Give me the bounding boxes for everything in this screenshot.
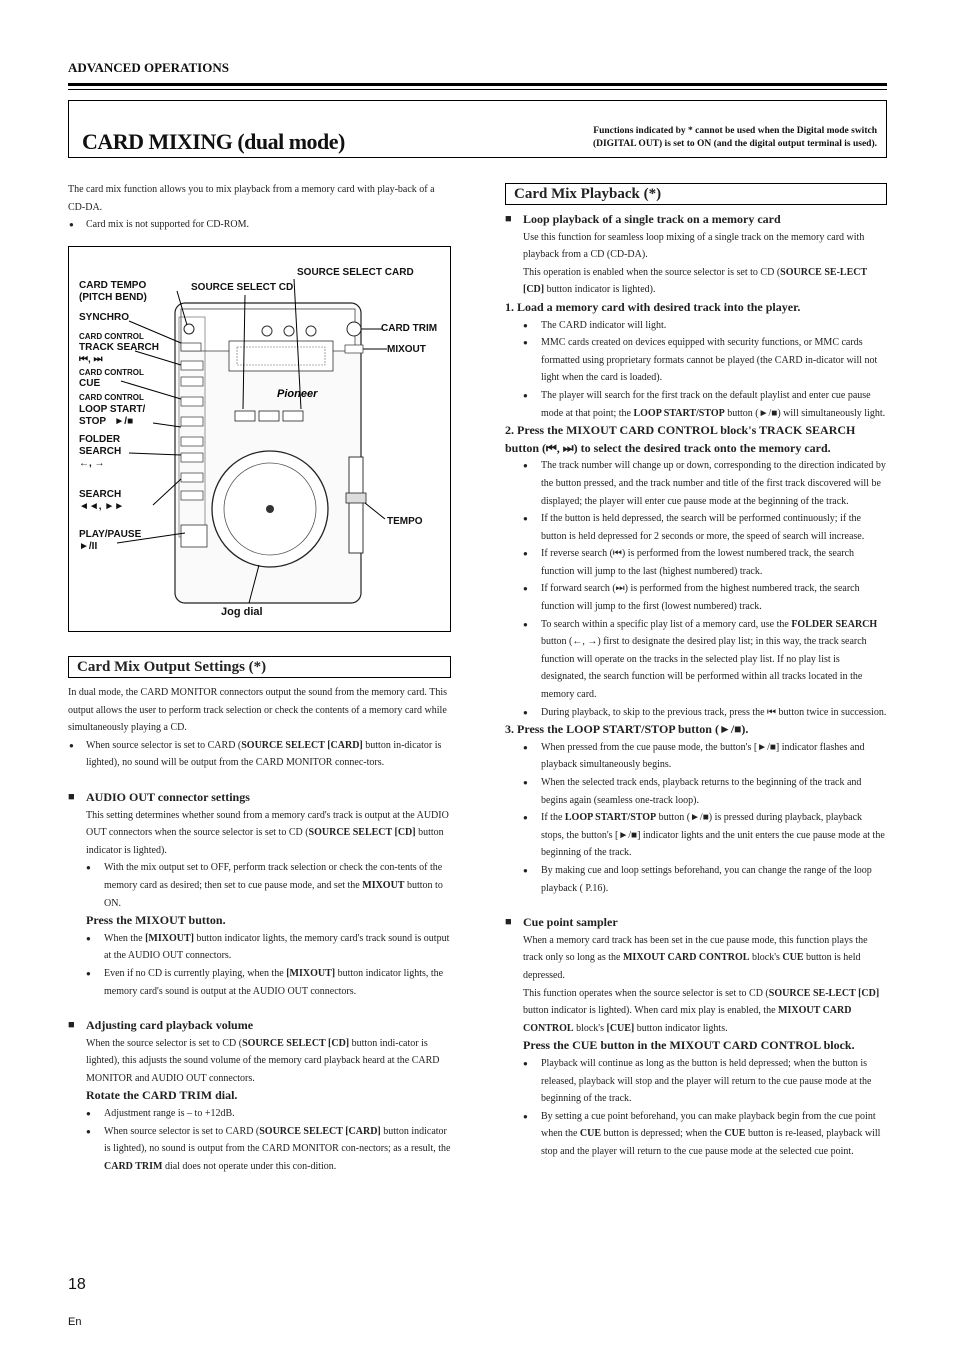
- step3-bullet-3: [505, 809, 887, 862]
- step1-bullet-2: ● MMC cards created on devices equipped with security functions, or MMC cards formatted using proprietary formats cannot be played (the CARD in-dicator will not light when the card is loaded).: [505, 334, 887, 387]
- text-bold: LOOP START/STOP: [633, 407, 725, 419]
- header-rule-thick: [68, 83, 887, 86]
- text: dial does not operate under this con-dition.: [162, 1160, 337, 1172]
- text: button is re-leased, playback will stop and the player will return to the cue pause mode at the selected cue point.: [541, 1128, 881, 1157]
- cue-paragraph-1: [505, 932, 887, 985]
- text: button is held depressed.: [523, 952, 861, 981]
- label-card-control-2: CARD CONTROL: [79, 368, 144, 377]
- label-folder-symbols: ←, →: [79, 458, 105, 469]
- label-stop-symbol: ►/■: [114, 416, 134, 427]
- brand-logo: Pioneer: [277, 388, 318, 400]
- playback-heading: Card Mix Playback (*): [505, 183, 887, 205]
- text: button indicator is lighted).: [544, 284, 656, 296]
- label-card-trim: CARD TRIM: [381, 323, 438, 334]
- text: This operation is enabled when the source selector is set to CD (: [523, 266, 781, 278]
- label-loop-start: LOOP START/: [79, 404, 146, 415]
- text-bold: FOLDER SEARCH: [791, 618, 878, 630]
- intro-paragraph: The card mix function allows you to mix playback from a memory card with play-back of a CD-DA.: [68, 184, 435, 213]
- text: With the mix output set to OFF, perform track selection or check the con-tents of the memory card as desired; then set to cue pause mode, and set the: [104, 862, 443, 891]
- label-track-search: TRACK SEARCH: [79, 342, 159, 353]
- mixout-bullet-2: [68, 965, 451, 1000]
- label-card-tempo: CARD TEMPO: [79, 280, 147, 291]
- page-title: CARD MIXING (dual mode): [82, 129, 345, 154]
- digital-mode-note: [593, 125, 877, 151]
- text: The player will search for the first track on the default playlist and enter cue pause mode at that point; the: [541, 389, 871, 419]
- text: button indi-cator is lighted), this adjusts the sound volume of the memory card playback heard at the CARD MONITOR and AUDIO OUT connectors.: [86, 1037, 440, 1084]
- intro-block: [68, 181, 451, 234]
- text: block's: [749, 952, 783, 964]
- text: To search within a specific play list of a memory card, use the: [541, 618, 792, 630]
- text: By setting a cue point beforehand, you can make playback begin from the cue point when the: [541, 1110, 876, 1140]
- label-tempo: TEMPO: [387, 516, 423, 527]
- label-play-pause: PLAY/PAUSE: [79, 529, 142, 540]
- text-bold: SOURCE SELECT [CARD]: [241, 739, 363, 751]
- label-folder: FOLDER: [79, 434, 121, 445]
- trim-bullet-2: [68, 1123, 451, 1176]
- cue-paragraph-2: [505, 985, 887, 1038]
- note-line-2: (DIGITAL OUT) is set to ON (and the digital output terminal is used).: [592, 139, 877, 149]
- label-source-select-cd: SOURCE SELECT CD: [191, 282, 294, 293]
- label-stop-text: STOP: [79, 416, 107, 427]
- text: When source selector is set to CARD (: [86, 739, 242, 751]
- volume-heading: ■ Adjusting card playback volume: [68, 1017, 451, 1035]
- step2-bullet-5: [505, 616, 887, 704]
- text: block's: [573, 1022, 607, 1034]
- step-1: 1. Load a memory card with desired track into the player.: [505, 299, 801, 314]
- text-bold: SOURCE SELECT [CD]: [242, 1037, 350, 1049]
- label-jog-dial: Jog dial: [221, 606, 263, 618]
- text: When the source selector is set to CD (: [86, 1037, 243, 1049]
- text: When source selector is set to CARD (: [104, 1125, 260, 1137]
- text-bold: SOURCE SE-LECT [CD]: [768, 987, 880, 999]
- step2-bullet-6: ● During playback, to skip to the previous track, press the ⏮ button twice in succession.: [505, 704, 887, 722]
- label-card-control-1: CARD CONTROL: [79, 332, 144, 341]
- language-code: En: [68, 1316, 82, 1328]
- page-number: 18: [68, 1276, 86, 1293]
- cue-bullet-1: ● Playback will continue as long as the button is held depressed; when the button is released, playback will stop and the player will return to the cue pause mode at the beginning of the track.: [505, 1055, 887, 1108]
- audio-out-heading: ■ AUDIO OUT connector settings: [68, 789, 451, 807]
- text: button indicator is lighted).: [86, 827, 444, 856]
- label-play-pause-symbols: ►/II: [79, 541, 98, 552]
- text: If the: [541, 812, 565, 824]
- text: button indicator is lighted). When card mix play is enabled, the: [523, 1005, 779, 1017]
- text: button indicator lights, the memory card's track sound is output at the AUDIO OUT connectors.: [104, 932, 450, 962]
- step-2: 2. Press the MIXOUT CARD CONTROL block's TRACK SEARCH button (⏮, ⏭) to select the desired track onto the memory card.: [505, 423, 856, 455]
- step2-bullet-3: ● If reverse search (⏮) is performed from the lowest numbered track, the search function will jump to the last (highest numbered) track.: [505, 545, 887, 580]
- title-box: [68, 100, 887, 158]
- label-stop: [79, 416, 133, 428]
- text: This function operates when the source selector is set to CD (: [523, 987, 769, 999]
- label-source-select-card: SOURCE SELECT CARD: [297, 267, 414, 278]
- step3-bullet-4: ● By making cue and loop settings beforehand, you can change the range of the loop playback ( P.16).: [505, 862, 887, 897]
- text-bold: SOURCE SELECT [CARD]: [259, 1125, 381, 1137]
- text: This setting determines whether sound from a memory card's track is output at the AUDIO OUT connectors when the source selector is set to CD (: [86, 809, 449, 839]
- trim-bullet-1: ● Adjustment range is – to +12dB.: [68, 1105, 451, 1123]
- step2-bullet-1: ● The track number will change up or down, corresponding to the direction indicated by the button pressed, and the track number and title of the first track discovered will be displayed; the player will enter cue pause mode at the beginning of the track.: [505, 457, 887, 510]
- cue-sampler-heading: ■ Cue point sampler: [505, 914, 887, 932]
- label-mixout: MIXOUT: [387, 344, 426, 355]
- audio-out-bullet: [68, 859, 451, 912]
- text-bold: [MIXOUT]: [286, 967, 336, 979]
- text-bold: MIXOUT: [362, 879, 405, 891]
- note-line-1: Functions indicated by * cannot be used when the Digital mode switch: [593, 126, 877, 136]
- label-search-symbols: ◄◄, ►►: [79, 501, 125, 512]
- text: button to ON.: [104, 879, 443, 909]
- section-header: ADVANCED OPERATIONS: [68, 60, 229, 75]
- player-diagram: [68, 246, 451, 632]
- text-bold: CARD TRIM: [104, 1160, 163, 1172]
- text-bold: SOURCE SE-LECT [CD]: [523, 266, 867, 296]
- text-bold: MIXOUT CARD CONTROL: [523, 1005, 852, 1034]
- text: button indicator lights, the memory card's sound is output at the AUDIO OUT connectors.: [104, 967, 444, 997]
- output-settings-section: [68, 656, 451, 1175]
- text: button indicator lights.: [634, 1022, 728, 1034]
- label-synchro: SYNCHRO: [79, 312, 130, 323]
- text: button (►/■) will simultaneously light.: [724, 407, 886, 419]
- label-folder-search: SEARCH: [79, 446, 122, 457]
- text: button is depressed; when the: [601, 1128, 725, 1140]
- text-bold: MIXOUT CARD CONTROL: [622, 952, 750, 964]
- output-settings-heading: Card Mix Output Settings (*): [68, 656, 451, 678]
- cue-bullet-2: [505, 1108, 887, 1161]
- text-bold: SOURCE SELECT [CD]: [308, 827, 416, 839]
- loop-heading: ■ Loop playback of a single track on a memory card: [505, 211, 887, 229]
- playback-section: [505, 183, 887, 1160]
- text-bold: LOOP START/STOP: [564, 812, 657, 824]
- press-cue-instruction: Press the CUE button in the MIXOUT CARD CONTROL block.: [523, 1038, 855, 1053]
- text: button (←, →) first to designate the desired play list; in this way, the track search function will operate on the tracks in the selected play list. If no play list is designated, the search function will be performed within all tracks located in the memory card.: [541, 636, 867, 701]
- label-cue: CUE: [79, 378, 101, 389]
- step2-bullet-4: ● If forward search (⏭) is performed from the highest numbered track, the search function will jump to the first (lowest numbered) track.: [505, 580, 887, 615]
- loop-paragraph-2: [505, 264, 887, 299]
- text: button indicator is lighted), no sound is output from the CARD MONITOR con-nectors; as a result, the: [104, 1125, 451, 1155]
- loop-paragraph-1: Use this function for seamless loop mixing of a single track on the memory card with playback from a CD (CD-DA).: [523, 231, 865, 261]
- text: button in-dicator is lighted), no sound will be output from the CARD MONITOR connec-tors.: [86, 739, 442, 769]
- text-bold: [CUE]: [606, 1022, 635, 1034]
- label-track-search-symbols: ⏮, ⏭: [79, 354, 103, 365]
- text: Even if no CD is currently playing, when the: [104, 967, 287, 979]
- text: button (►/■) is pressed during playback, playback stops, the button's [►/■] indicator lights and the unit enters the cue pause mode at the beginning of the track.: [541, 812, 885, 859]
- label-card-control-3: CARD CONTROL: [79, 393, 144, 402]
- press-mixout-instruction: Press the MIXOUT button.: [86, 913, 226, 928]
- step1-bullet-1: ● The CARD indicator will light.: [505, 317, 887, 335]
- text-bold: CUE: [782, 952, 804, 964]
- text: When the: [104, 932, 146, 944]
- volume-paragraph: [68, 1035, 451, 1088]
- step2-bullet-2: ● If the button is held depressed, the search will be performed continuously; if the button is held depressed for 2 seconds or more, the speed of search will increase.: [505, 510, 887, 545]
- step3-bullet-1: ● When pressed from the cue pause mode, the button's [►/■] indicator flashes and playback simultaneously begins.: [505, 739, 887, 774]
- output-settings-bullet: [68, 737, 451, 772]
- text-bold: CUE: [724, 1128, 746, 1140]
- header-rule-thin: [68, 89, 887, 90]
- player-illustration: [69, 247, 450, 631]
- label-pitch-bend: (PITCH BEND): [79, 292, 147, 303]
- text-bold: CUE: [579, 1128, 602, 1140]
- label-search: SEARCH: [79, 489, 122, 500]
- text: When a memory card track has been set in the cue pause mode, this function plays the track only so long as the: [523, 934, 868, 964]
- step3-bullet-2: ● When the selected track ends, playback returns to the beginning of the track and begins again (seamless one-track loop).: [505, 774, 887, 809]
- rotate-trim-instruction: Rotate the CARD TRIM dial.: [86, 1088, 238, 1103]
- audio-out-paragraph: [68, 807, 451, 860]
- mixout-bullet-1: [68, 930, 451, 965]
- output-settings-paragraph: In dual mode, the CARD MONITOR connectors output the sound from the memory card. This output allows the user to perform track selection or check the contents of a memory card while simultaneously playing a CD.: [68, 687, 448, 734]
- step1-bullet-3: [505, 387, 887, 422]
- text-bold: [MIXOUT]: [145, 932, 194, 944]
- intro-bullet: ● Card mix is not supported for CD-ROM.: [68, 216, 451, 234]
- step-3: 3. Press the LOOP START/STOP button (►/■).: [505, 722, 749, 737]
